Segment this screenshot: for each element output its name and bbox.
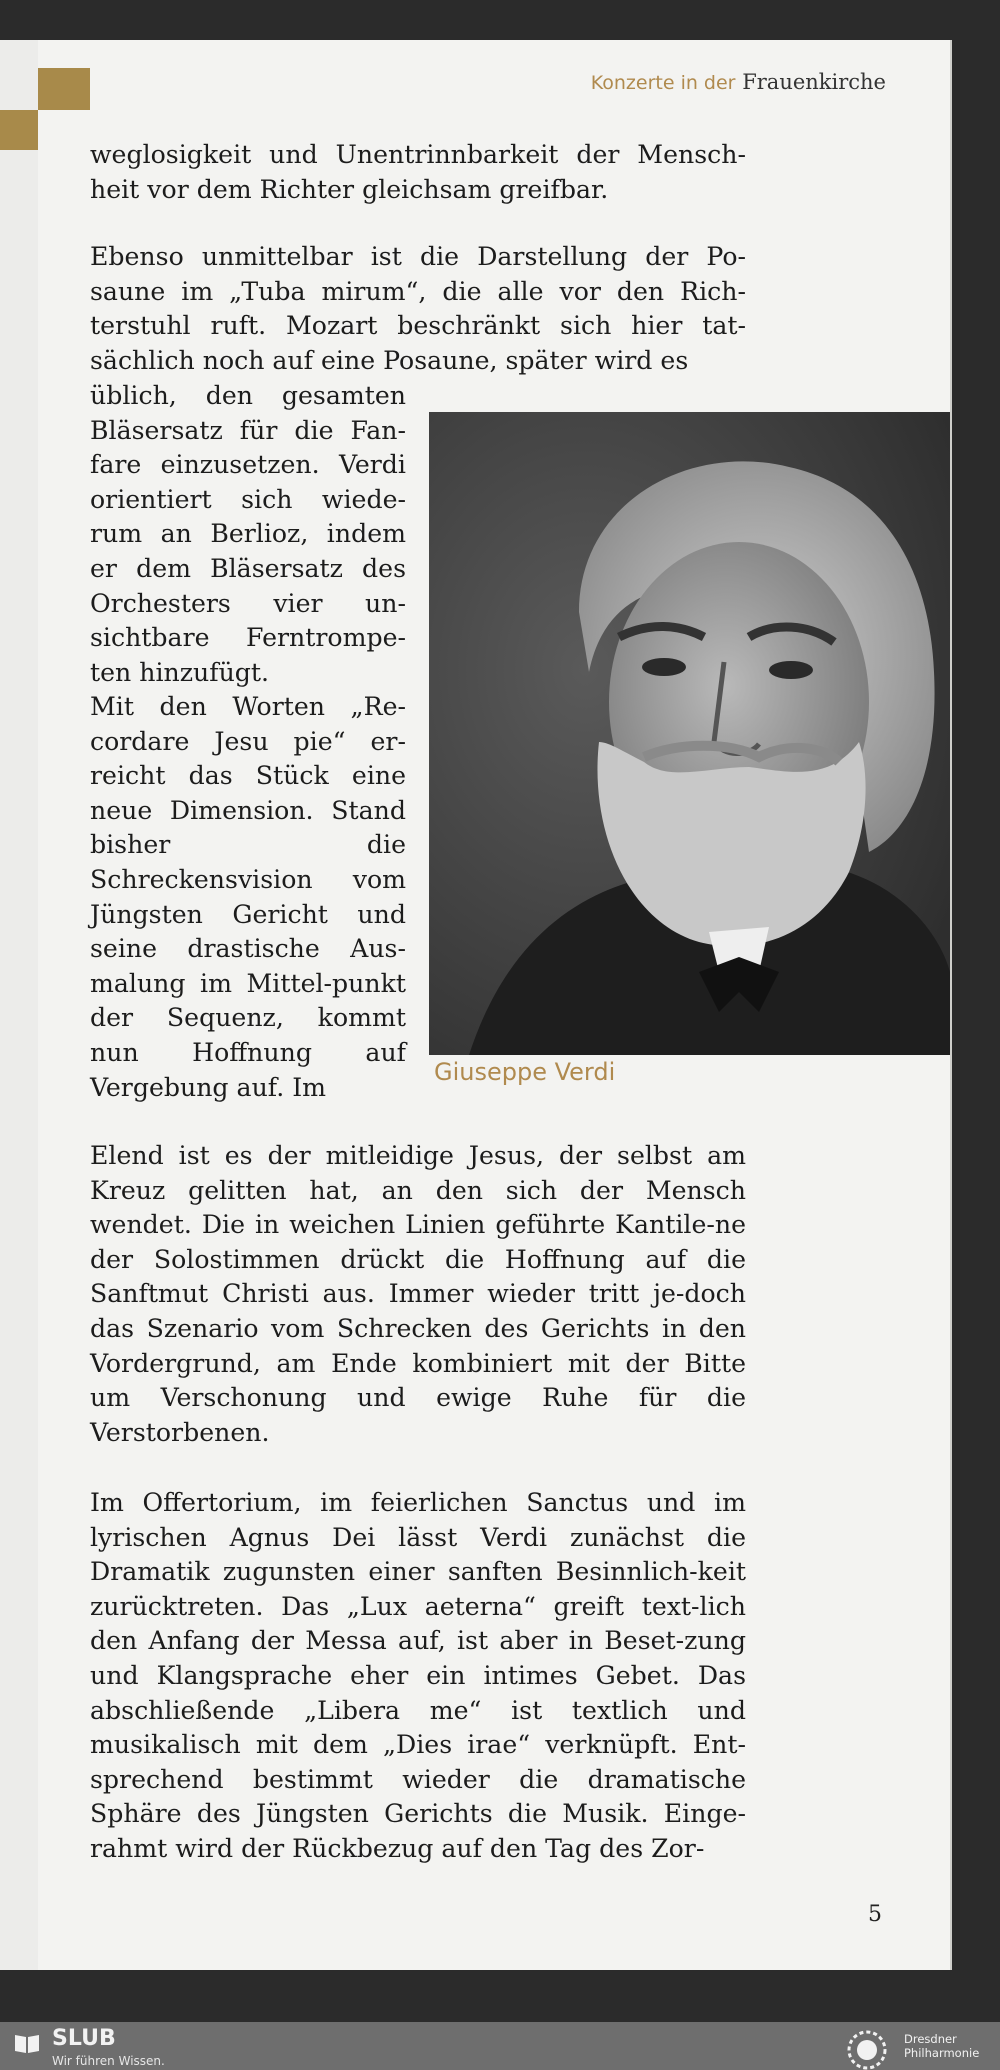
portrait-caption: Giuseppe Verdi — [434, 1058, 616, 1086]
partner-line-1: Dresdner — [904, 2032, 957, 2046]
paragraph-3-narrow: Mit den Worten „Re-cordare Jesu pie“ er-reicht das Stück eine neue Dimension. Stand bisher die Schreckensvision vom Jüngsten Gericht und seine drastische Aus-malung im Mittel-punkt der Sequenz, kommt nun Hoffnung auf Vergebung auf. Im — [90, 692, 406, 1102]
portrait-illustration — [429, 412, 950, 1055]
slub-tagline: Wir führen Wissen. — [52, 2054, 165, 2068]
booklet-page — [38, 40, 950, 1970]
previous-page-gold-tab — [0, 110, 38, 150]
paragraph-2-narrow: üblich, den gesamten Bläsersatz für die Fan-fare einzusetzen. Verdi orientiert sich wiede-rum an Berlioz, indem er dem Bläsersatz des Orchesters vier un-sichtbare Ferntrompe-ten hinzufügt. — [90, 381, 406, 687]
paragraph-4: Im Offertorium, im feierlichen Sanctus und im lyrischen Agnus Dei lässt Verdi zunächst die Dramatik zugunsten einer sanften Besinnlich-keit zurücktreten. Das „Lux aeterna“ greift text-lich den Anfang der Messa auf, ist aber in Beset-zung und Klangsprache eher ein intimes Gebet. Das abschließende „Libera me“ ist textlich und musikalisch mit dem „Dies irae“ verknüpft. Ent-sprechend bestimmt wieder die dramatische Sphäre des Jüngsten Gerichts die Musik. Einge-rahmt wird der Rückbezug auf den Tag des Zor- — [90, 1488, 746, 1863]
paragraph-3-full: Elend ist es der mitleidige Jesus, der selbst am Kreuz gelitten hat, an den sich der Mensch wendet. Die in weichen Linien geführte Kantile-ne der Solostimmen drückt die Hoffnung auf die Sanftmut Christi aus. Immer wieder tritt je-doch das Szenario vom Schrecken des Gerichts in den Vordergrund, am Ende kombiniert mit der Bitte um Verschonung und ewige Ruhe für die Verstorbenen. — [90, 1141, 746, 1447]
philharmonie-logo-icon — [840, 2026, 894, 2070]
verdi-portrait — [429, 412, 950, 1055]
paragraph-2-full: Ebenso unmittelbar ist die Darstellung der Po-saune im „Tuba mirum“, die alle vor den Rich-terstuhl ruft. Mozart beschränkt sich hier tat-sächlich noch auf eine Posaune, später wird es — [90, 242, 746, 375]
paragraph-1: weglosigkeit und Unentrinnbarkeit der Mensch-heit vor dem Richter gleichsam greifbar. — [90, 140, 746, 204]
viewer-footer — [0, 2022, 1000, 2070]
previous-page-edge — [0, 40, 40, 1970]
philharmonie-logo-text — [904, 2032, 979, 2060]
header-accent: Konzerte in der — [590, 72, 736, 94]
gold-page-tab — [38, 68, 90, 110]
book-icon — [14, 2032, 40, 2054]
partner-line-2: Philharmonie — [904, 2046, 980, 2060]
running-header — [591, 70, 886, 94]
slub-logo-text: SLUB — [52, 2026, 116, 2051]
header-venue: Frauenkirche — [742, 70, 886, 94]
page-number: 5 — [868, 1902, 882, 1927]
